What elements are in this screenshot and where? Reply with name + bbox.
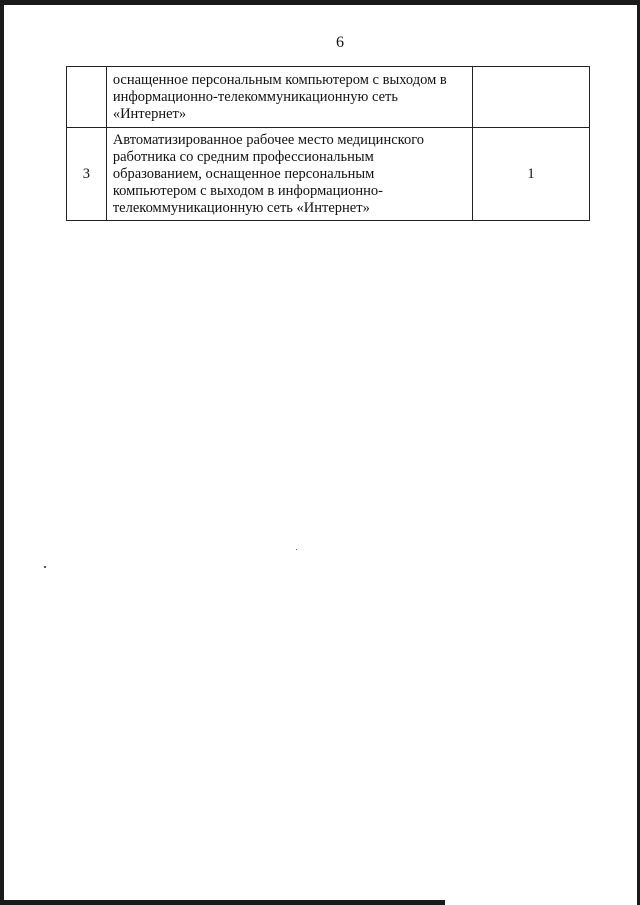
description-line: Автоматизированное рабочее место медицинского (112, 131, 425, 148)
description-line: компьютером с выходом в информационно- (112, 182, 383, 199)
description-line: телекоммуникационную сеть «Интернет» (112, 199, 370, 216)
row-number-cell: 3 (67, 128, 107, 221)
row-description-cell (106, 128, 472, 221)
description-line: образованием, оснащенное персональным (112, 165, 375, 182)
table-row (67, 67, 590, 128)
scan-border-top (0, 0, 640, 5)
equipment-table (66, 66, 590, 221)
row-description-cell (106, 67, 472, 128)
scan-speck (296, 549, 297, 550)
scan-border-left (0, 0, 4, 905)
scan-border-bottom (0, 900, 445, 905)
table-row (67, 128, 590, 221)
description-line: «Интернет» (112, 105, 187, 122)
row-quantity-cell (473, 67, 590, 128)
description-line: информационно-телекоммуникационную сеть (112, 88, 398, 105)
row-number-cell (67, 67, 107, 128)
row-quantity-cell: 1 (473, 128, 590, 221)
scan-speck (44, 566, 46, 568)
page-number: 6 (336, 34, 344, 51)
description-line: оснащенное персональным компьютером с выходом в (112, 71, 447, 88)
description-line: работника со средним профессиональным (112, 148, 374, 165)
